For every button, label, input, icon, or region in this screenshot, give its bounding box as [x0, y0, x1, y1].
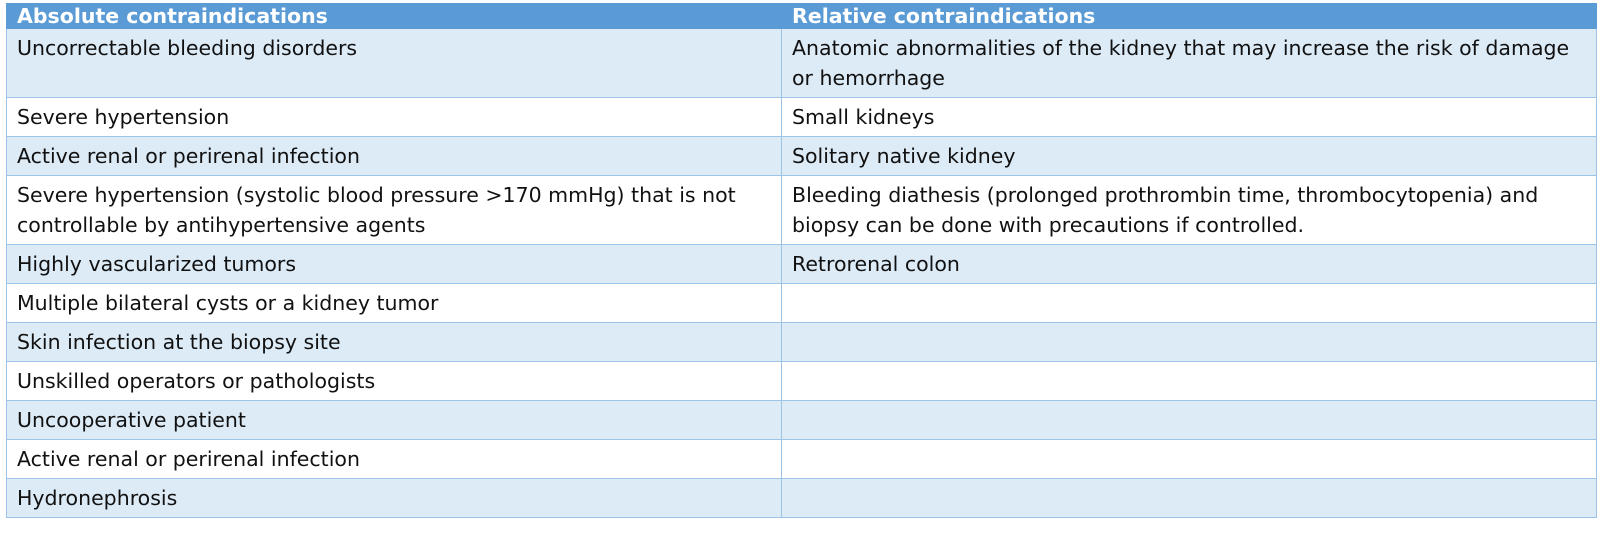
header-row: [7, 4, 1597, 29]
table-row: [7, 137, 1597, 176]
header-absolute: Absolute contraindications: [7, 4, 782, 29]
absolute-cell: Severe hypertension: [7, 98, 782, 137]
relative-cell: Retrorenal colon: [782, 245, 1597, 284]
table-row: [7, 245, 1597, 284]
table-row: [7, 176, 1597, 245]
relative-cell: [782, 362, 1597, 401]
table-row: [7, 401, 1597, 440]
absolute-cell: Multiple bilateral cysts or a kidney tumor: [7, 284, 782, 323]
absolute-cell: Hydronephrosis: [7, 479, 782, 518]
table-row: [7, 29, 1597, 98]
table-row: [7, 323, 1597, 362]
absolute-cell: Skin infection at the biopsy site: [7, 323, 782, 362]
relative-cell: [782, 440, 1597, 479]
absolute-cell: Severe hypertension (systolic blood pressure >170 mmHg) that is not controllable by antihypertensive agents: [7, 176, 782, 245]
absolute-cell: Uncorrectable bleeding disorders: [7, 29, 782, 98]
table-row: [7, 362, 1597, 401]
table-row: [7, 440, 1597, 479]
relative-cell: [782, 479, 1597, 518]
relative-cell: Bleeding diathesis (prolonged prothrombin time, thrombocytopenia) and biopsy can be done with precautions if controlled.: [782, 176, 1597, 245]
table-row: [7, 98, 1597, 137]
relative-cell: Small kidneys: [782, 98, 1597, 137]
absolute-cell: Active renal or perirenal infection: [7, 440, 782, 479]
absolute-cell: Highly vascularized tumors: [7, 245, 782, 284]
header-relative: Relative contraindications: [782, 4, 1597, 29]
table-row: [7, 479, 1597, 518]
table-header: [7, 4, 1597, 29]
absolute-cell: Active renal or perirenal infection: [7, 137, 782, 176]
relative-cell: [782, 401, 1597, 440]
relative-cell: [782, 323, 1597, 362]
absolute-cell: Uncooperative patient: [7, 401, 782, 440]
contraindications-table: [6, 3, 1597, 518]
table-row: [7, 284, 1597, 323]
relative-cell: [782, 284, 1597, 323]
absolute-cell: Unskilled operators or pathologists: [7, 362, 782, 401]
table-body: [7, 29, 1597, 518]
relative-cell: Anatomic abnormalities of the kidney that may increase the risk of damage or hemorrhage: [782, 29, 1597, 98]
relative-cell: Solitary native kidney: [782, 137, 1597, 176]
